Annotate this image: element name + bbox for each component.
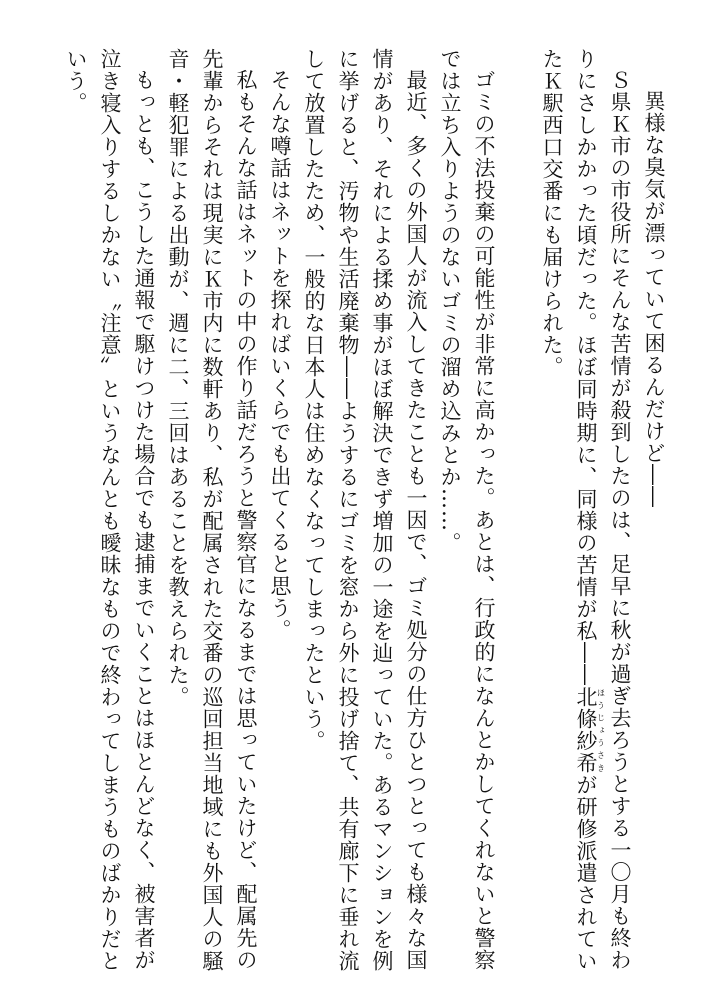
paragraph-opening-line: 異様な臭気が漂っていて困るんだけど―― [642,90,666,508]
paragraph-rumors: そんな噂話はネットを探ればいくらでも出てくると思う。 [268,69,292,641]
paragraph-senior-officer: 私もそんな話はネットの中の作り話だろうと警察官になるまでは思っていたけど、配属先の先輩からそれは現実にＫ市内に数軒あり、私が配属された交番の巡回担当地域にも外国人の騒音・軽犯罪による出動が、週に二、三回はあることを教えられた。 [166,48,258,972]
paragraph-foreigners: 最近、多くの外国人が流入してきたことも一因で、ゴミ処分の仕方ひとつとっても様々な国情があり、それによる揉め事がほぼ解決できず増加の一途を辿っていた。あるマンションを例に挙げると、汚物や生活廃棄物――ようするにゴミを窓から外に投げ捨て、共有廊下に垂れ流して放置したため、一般的な日本人は住めなくなってしまったという。 [302,48,428,972]
paragraph-complaints [535,48,637,973]
name-with-furigana [574,686,606,774]
ruby-base: 北條紗希 [574,686,598,774]
furigana: ほうじょうさき [596,686,606,774]
paragraph-text: Ｓ県Ｋ市の市役所にそんな苦情が殺到したのは、足早に秋が過ぎ去ろうとする一〇月も終わりにさしかかった頃だった。ほぼ同時期に、同様の苦情が私―― [574,48,632,971]
vertical-text-body [11,48,671,973]
paragraph-warnings: もっとも、こうした通報で駆けつけた場合でも逮捕までいくことはほとんどなく、被害者が泣き寝入りするしかない〝注意〟というなんとも曖昧なもので終わってしまうものばかりだという。 [64,48,156,972]
paragraph-text: が研修派遣されていたＫ駅西口交番にも届けられた。 [540,48,598,972]
paragraph-illegal-dumping: ゴミの不法投棄の可能性が非常に高かった。あとは、行政的になんとかしてくれないと警察では立ち入りようのないゴミの溜め込みとか……。 [438,48,496,971]
